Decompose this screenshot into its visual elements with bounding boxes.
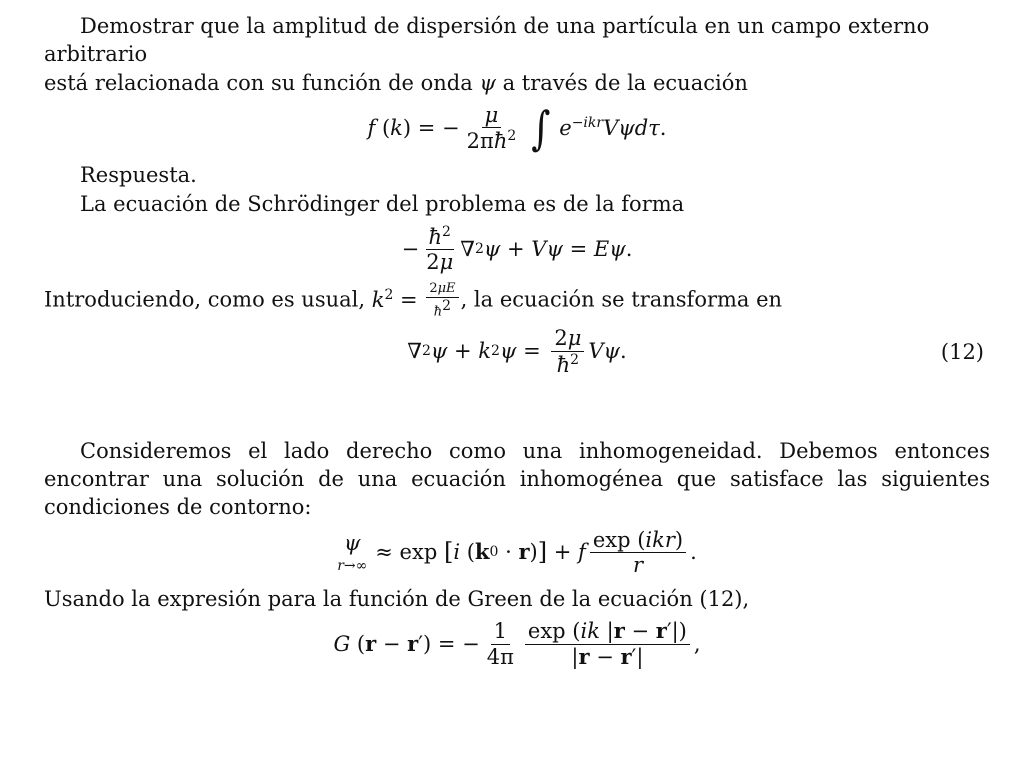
- document-page: [44, 12, 990, 677]
- intro-line-2-suffix: a través de la ecuación: [502, 70, 748, 95]
- intro-paragraph: [44, 12, 990, 97]
- intro-line-2-prefix: está relacionada con su función de onda: [44, 70, 473, 95]
- equation-schrodinger: − $\frac{ħ^2}{2\mu}$ ∇ 2 ψ + Vψ = Eψ .: [401, 224, 633, 275]
- introduciendo-prefix: Introduciendo, como es usual,: [44, 287, 366, 312]
- introduciendo-paragraph: Introduciendo, como es usual, $k^2$ = $\frac{2\mu E}{ħ^2}$ , la ecuación se transforma en: [44, 281, 783, 320]
- equation-12: ∇ 2 ψ + k 2 ψ = $\frac{2\mu}{ħ^2}$ Vψ . (12): [407, 326, 984, 377]
- usando-paragraph: Usando la expresión para la función de Green de la ecuación (12),: [44, 587, 750, 612]
- respuesta-label: Respuesta.: [80, 163, 197, 188]
- equation-boundary-condition: ψ r→∞ ≈ exp [ i ( k 0 · r ) ] + f $\frac{\text{exp (ikr)}}{r}$ .: [337, 527, 697, 577]
- equation-green-function: G ( r − r ′) = − $\frac{1}{4\pi}$ $\frac{\exp (ik |r - r'|)}{|r - r'|}$ ,: [333, 618, 701, 669]
- intro-line-1: Demostrar que la amplitud de dispersión de una partícula en un campo externo arbitrario: [44, 14, 930, 67]
- schrodinger-paragraph: La ecuación de Schrödinger del problema es de la forma: [80, 191, 685, 216]
- spacer: [44, 385, 990, 437]
- introduciendo-suffix: , la ecuación se transforma en: [460, 287, 783, 312]
- equation-scattering-amplitude: f ( k ) = − $\frac{\mu}{2\pi ħ^2}$ ∫ $e^{-ikr}V\psi d\tau$.: [367, 101, 667, 156]
- equation-number: (12): [940, 339, 984, 364]
- consideremos-paragraph: Consideremos el lado derecho como una inhomogeneidad. Debemos entonces encontrar una solución de una ecuación inhomogénea que satisface las siguientes condiciones de contorno:: [44, 438, 990, 520]
- psi-symbol: ψ: [479, 70, 496, 95]
